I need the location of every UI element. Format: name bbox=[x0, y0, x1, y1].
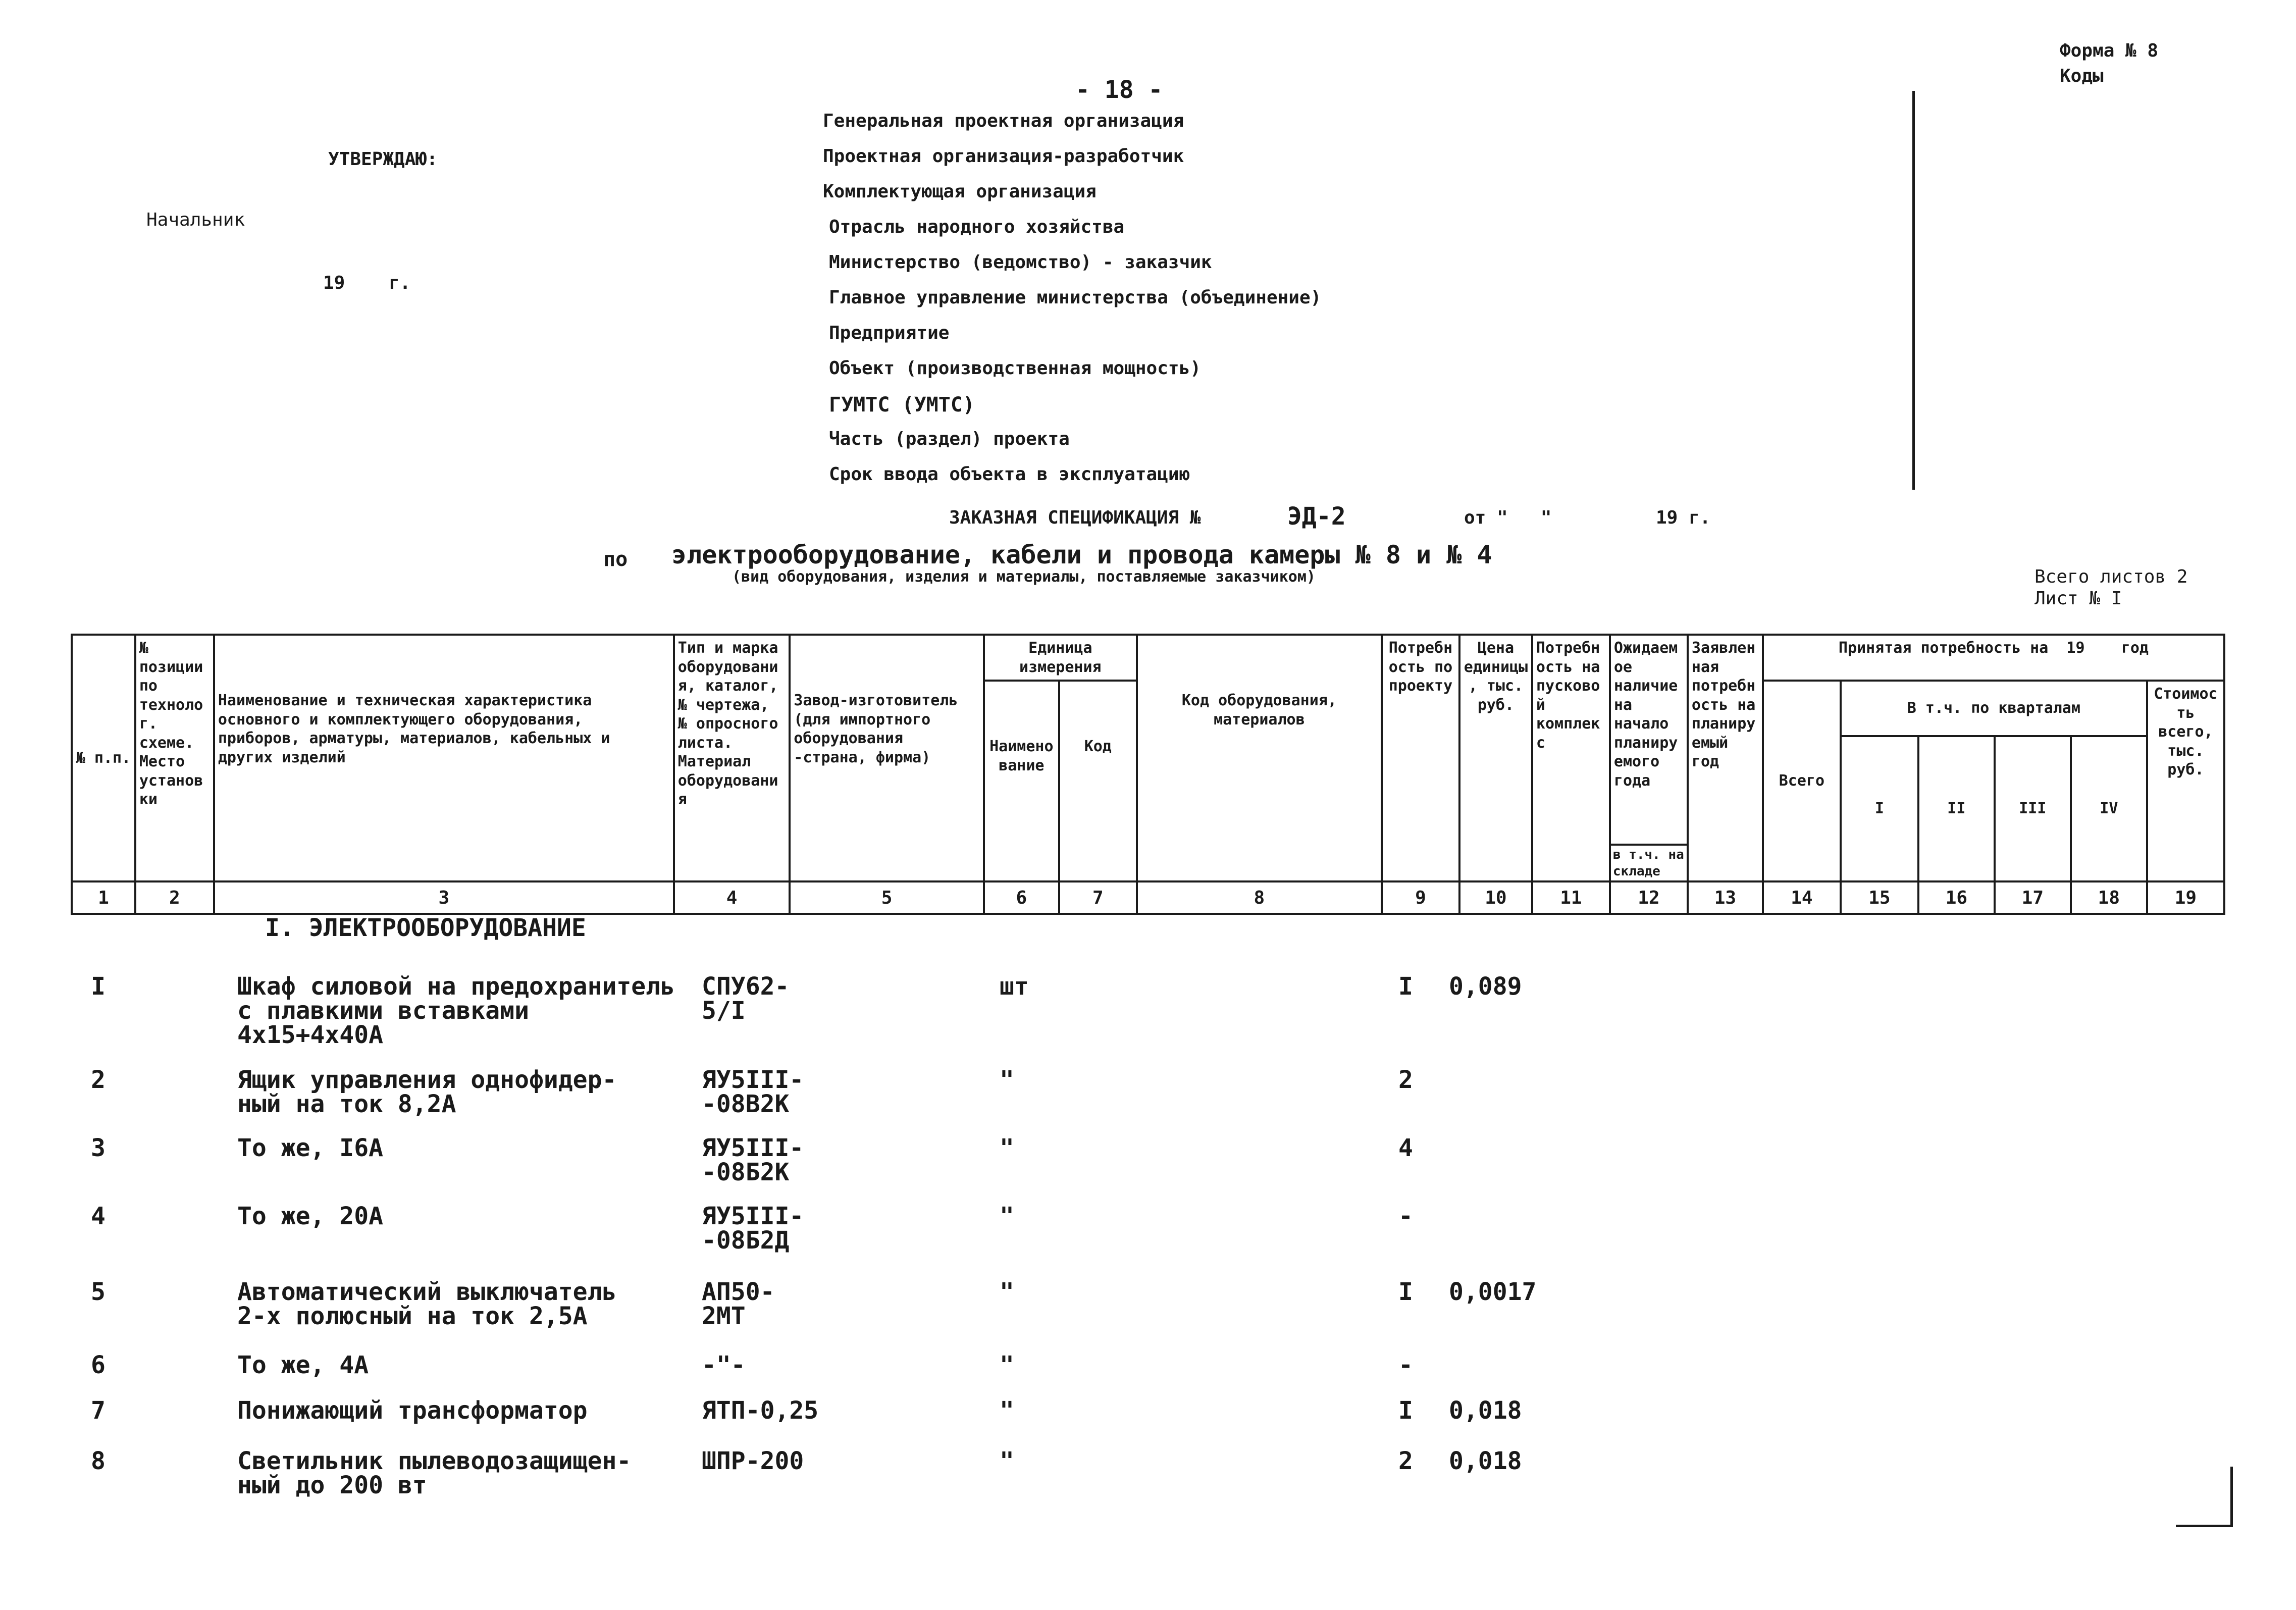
th-c6: Наименование bbox=[984, 681, 1059, 881]
sheet-number: Лист № I bbox=[2034, 588, 2122, 609]
row-unit: " bbox=[1000, 1351, 1014, 1379]
th-q1: I bbox=[1841, 736, 1918, 881]
row-type: ЯУ5III- -08В2К bbox=[702, 1066, 804, 1118]
row-unit: " bbox=[1000, 1202, 1014, 1230]
spec-subject-prefix: по bbox=[603, 548, 628, 571]
row-type: -"- bbox=[702, 1351, 746, 1379]
th-c2: № позиции по технолог. схеме. Место установки bbox=[135, 635, 214, 881]
org-field: ГУМТС (УМТС) bbox=[829, 393, 975, 417]
row-name: То же, 20А bbox=[237, 1202, 383, 1230]
row-qty: I bbox=[1398, 1396, 1413, 1425]
row-unit: " bbox=[1000, 1447, 1014, 1475]
row-price: 0,018 bbox=[1449, 1396, 1522, 1425]
row-qty: 4 bbox=[1398, 1134, 1413, 1162]
col-number: 5 bbox=[790, 881, 984, 914]
org-field: Срок ввода объекта в эксплуатацию bbox=[829, 464, 1190, 485]
row-qty: 2 bbox=[1398, 1447, 1413, 1475]
row-name: То же, 4А bbox=[237, 1351, 369, 1379]
th-c14: Всего bbox=[1763, 681, 1841, 881]
org-field: Часть (раздел) проекта bbox=[829, 429, 1070, 449]
row-number: 6 bbox=[91, 1351, 106, 1379]
th-q3: III bbox=[1995, 736, 2071, 881]
row-number: 2 bbox=[91, 1066, 106, 1094]
row-name: Понижающий трансформатор bbox=[237, 1396, 588, 1425]
row-price: 0,089 bbox=[1449, 972, 1522, 1001]
col-number: 13 bbox=[1688, 881, 1763, 914]
th-c8: Код оборудования, материалов bbox=[1137, 635, 1382, 881]
spec-table bbox=[71, 634, 2225, 915]
sheet-total: Всего листов 2 bbox=[2034, 566, 2188, 587]
row-type: СПУ62- 5/I bbox=[702, 972, 790, 1025]
spec-subject: электрооборудование, кабели и провода камеры № 8 и № 4 bbox=[671, 540, 1492, 569]
row-type: ЯУ5III- -08Б2К bbox=[702, 1134, 804, 1186]
corner-mark-horizontal bbox=[2176, 1525, 2233, 1527]
col-number: 16 bbox=[1918, 881, 1995, 914]
col-number: 19 bbox=[2147, 881, 2224, 914]
row-price: 0,018 bbox=[1449, 1447, 1522, 1475]
row-price: 0,0017 bbox=[1449, 1278, 1537, 1306]
row-type: ШПР-200 bbox=[702, 1447, 804, 1475]
th-c1: № п.п. bbox=[72, 635, 135, 881]
row-name: Ящик управления однофидер- ный на ток 8,2А bbox=[237, 1066, 617, 1118]
row-type: ЯУ5III- -08Б2Д bbox=[702, 1202, 804, 1255]
th-c13: Заявленная потребность на планируемый год bbox=[1688, 635, 1763, 881]
org-field: Отрасль народного хозяйства bbox=[829, 217, 1125, 237]
col-number: 3 bbox=[214, 881, 674, 914]
approval-year: 19 г. bbox=[323, 273, 411, 293]
approval-title: УТВЕРЖДАЮ: bbox=[328, 149, 438, 170]
row-name: Светильник пылеводозащищен- ный до 200 вт bbox=[237, 1447, 632, 1499]
row-name: То же, I6A bbox=[237, 1134, 383, 1162]
th-c11: Потребность на пусковой комплекс bbox=[1532, 635, 1610, 881]
codes-divider bbox=[1912, 91, 1915, 490]
col-number: 4 bbox=[674, 881, 790, 914]
row-qty: 2 bbox=[1398, 1066, 1413, 1094]
form-codes: Коды bbox=[2060, 66, 2104, 86]
col-number: 8 bbox=[1137, 881, 1382, 914]
row-qty: I bbox=[1398, 972, 1413, 1001]
row-qty: - bbox=[1398, 1202, 1413, 1230]
org-field: Генеральная проектная организация bbox=[823, 111, 1184, 131]
col-number: 11 bbox=[1532, 881, 1610, 914]
org-field: Проектная организация-разработчик bbox=[823, 146, 1184, 167]
th-q4: IV bbox=[2071, 736, 2147, 881]
row-unit: " bbox=[1000, 1066, 1014, 1094]
col-number: 6 bbox=[984, 881, 1059, 914]
th-c9: Потребность по проекту bbox=[1382, 635, 1459, 881]
col-number: 9 bbox=[1382, 881, 1459, 914]
th-c10: Цена единицы, тыс. руб. bbox=[1459, 635, 1532, 881]
org-field: Объект (производственная мощность) bbox=[829, 358, 1201, 379]
col-number: 10 bbox=[1459, 881, 1532, 914]
corner-mark-vertical bbox=[2230, 1467, 2233, 1527]
org-field: Предприятие bbox=[829, 323, 950, 343]
org-field: Министерство (ведомство) - заказчик bbox=[829, 252, 1212, 273]
row-type: АП50- 2МТ bbox=[702, 1278, 775, 1330]
col-number: 7 bbox=[1059, 881, 1137, 914]
col-number: 2 bbox=[135, 881, 214, 914]
th-c3: Наименование и техническая характеристика основного и комплектующего оборудования, приборов, арматуры, материалов, кабельных и других изделий bbox=[214, 635, 674, 881]
th-unit-group: Единица измерения bbox=[984, 635, 1137, 681]
row-number: 3 bbox=[91, 1134, 106, 1162]
row-number: I bbox=[91, 972, 106, 1001]
row-number: 5 bbox=[91, 1278, 106, 1306]
row-unit: " bbox=[1000, 1396, 1014, 1425]
row-number: 8 bbox=[91, 1447, 106, 1475]
th-quarter-group: В т.ч. по кварталам bbox=[1841, 681, 2147, 736]
spec-title: ЗАКАЗНАЯ СПЕЦИФИКАЦИЯ № bbox=[949, 507, 1201, 528]
col-number: 12 bbox=[1610, 881, 1688, 914]
row-unit: " bbox=[1000, 1278, 1014, 1306]
col-number: 1 bbox=[72, 881, 135, 914]
row-unit: " bbox=[1000, 1134, 1014, 1162]
col-number: 15 bbox=[1841, 881, 1918, 914]
approval-chief: Начальник bbox=[146, 210, 245, 230]
row-unit: шт bbox=[1000, 972, 1029, 1001]
col-number: 17 bbox=[1995, 881, 2071, 914]
spec-date: от " " bbox=[1464, 507, 1552, 528]
row-name: Шкаф силовой на предохранитель с плавкими вставками 4x15+4x40A bbox=[237, 972, 675, 1049]
row-type: ЯТП-0,25 bbox=[702, 1396, 819, 1425]
col-number: 18 bbox=[2071, 881, 2147, 914]
spec-subject-note: (вид оборудования, изделия и материалы, поставляемые заказчиком) bbox=[732, 568, 1316, 586]
row-qty: - bbox=[1398, 1351, 1413, 1379]
section-title: I. ЭЛЕКТРООБОРУДОВАНИЕ bbox=[265, 914, 586, 942]
th-c7: Код bbox=[1059, 681, 1137, 881]
th-c12b: в т.ч. на складе bbox=[1610, 845, 1688, 881]
col-number: 14 bbox=[1763, 881, 1841, 914]
org-field: Комплектующая организация bbox=[823, 181, 1097, 202]
spec-year: 19 г. bbox=[1656, 507, 1711, 528]
th-c4: Тип и марка оборудования, каталог, № чертежа, № опросного листа. Материал оборудования bbox=[674, 635, 790, 881]
form-label: Форма № 8 bbox=[2060, 40, 2159, 61]
row-name: Автоматический выключатель 2-х полюсный на ток 2,5А bbox=[237, 1278, 617, 1330]
th-accepted-group: Принятая потребность на 19 год bbox=[1763, 635, 2224, 681]
th-c12: Ожидаемое наличие на начало планируемого года bbox=[1610, 635, 1688, 845]
th-q2: II bbox=[1918, 736, 1995, 881]
th-c19: Стоимость всего, тыс. руб. bbox=[2147, 681, 2224, 881]
row-qty: I bbox=[1398, 1278, 1413, 1306]
row-number: 7 bbox=[91, 1396, 106, 1425]
th-c5: Завод-изготовитель (для импортного оборудования -страна, фирма) bbox=[790, 635, 984, 881]
page-number: - 18 - bbox=[1075, 76, 1163, 104]
org-field: Главное управление министерства (объединение) bbox=[829, 287, 1322, 308]
row-number: 4 bbox=[91, 1202, 106, 1230]
spec-number: ЭД-2 bbox=[1287, 502, 1346, 531]
